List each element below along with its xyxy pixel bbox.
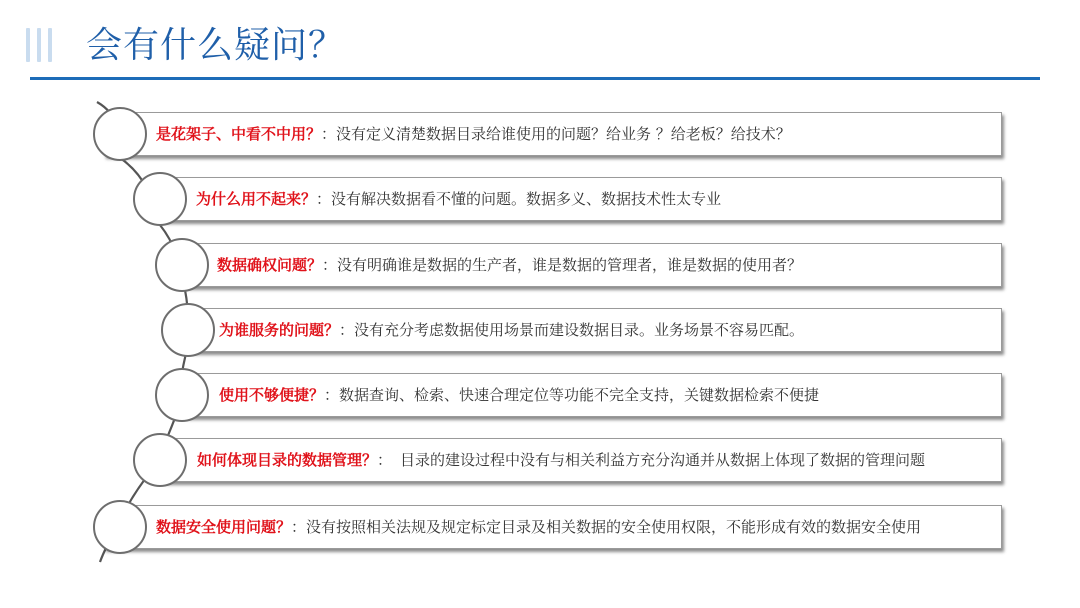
question-colon: ：	[316, 190, 332, 208]
question-description: 目录的建设过程中没有与相关利益方充分沟通并从数据上体现了数据的管理问题	[400, 451, 926, 469]
question-title: 使用不够便捷？	[219, 386, 325, 404]
question-colon: ：	[291, 518, 307, 536]
question-description: 没有明确谁是数据的生产者，谁是数据的管理者，谁是数据的使用者？	[337, 256, 803, 274]
question-colon: ：	[339, 321, 355, 339]
timeline-node-5	[155, 368, 209, 422]
question-description: 没有按照相关法规及规定标定目录及相关数据的安全使用权限，不能形成有效的数据安全使用	[306, 518, 922, 536]
question-item-5	[186, 373, 1002, 417]
timeline-node-1	[93, 107, 147, 161]
question-title: 为什么用不起来？	[196, 190, 317, 208]
question-colon: ：	[321, 125, 337, 143]
question-title: 如何体现目录的数据管理？	[197, 451, 378, 469]
timeline-node-2	[133, 172, 187, 226]
timeline-node-3	[155, 238, 209, 292]
question-item-2	[164, 177, 1002, 221]
question-title: 是花架子、中看不中用？	[156, 125, 322, 143]
question-item-7	[104, 505, 1002, 549]
question-colon: ：	[322, 256, 338, 274]
question-item-6	[164, 438, 1002, 482]
question-item-3	[186, 243, 1002, 287]
question-description: 数据查询、检索、快速合理定位等功能不完全支持，关键数据检索不便捷	[339, 386, 820, 404]
question-title: 为谁服务的问题？	[219, 321, 340, 339]
question-item-1	[104, 112, 1002, 156]
question-title: 数据安全使用问题？	[156, 518, 292, 536]
timeline-node-7	[93, 500, 147, 554]
timeline-node-6	[133, 433, 187, 487]
question-item-4	[192, 308, 1002, 352]
page-title: 会有什么疑问？	[86, 25, 346, 66]
question-title: 数据确权问题？	[217, 256, 323, 274]
question-description: 没有充分考虑数据使用场景而建设数据目录。业务场景不容易匹配。	[354, 321, 805, 339]
question-colon: ：	[377, 451, 393, 469]
timeline-node-4	[161, 303, 215, 357]
question-description: 没有定义清楚数据目录给谁使用的问题？给业务 ？给老板？给技术？	[336, 125, 791, 143]
question-description: 没有解决数据看不懂的问题。数据多义、数据技术性太专业	[331, 190, 722, 208]
question-colon: ：	[324, 386, 340, 404]
